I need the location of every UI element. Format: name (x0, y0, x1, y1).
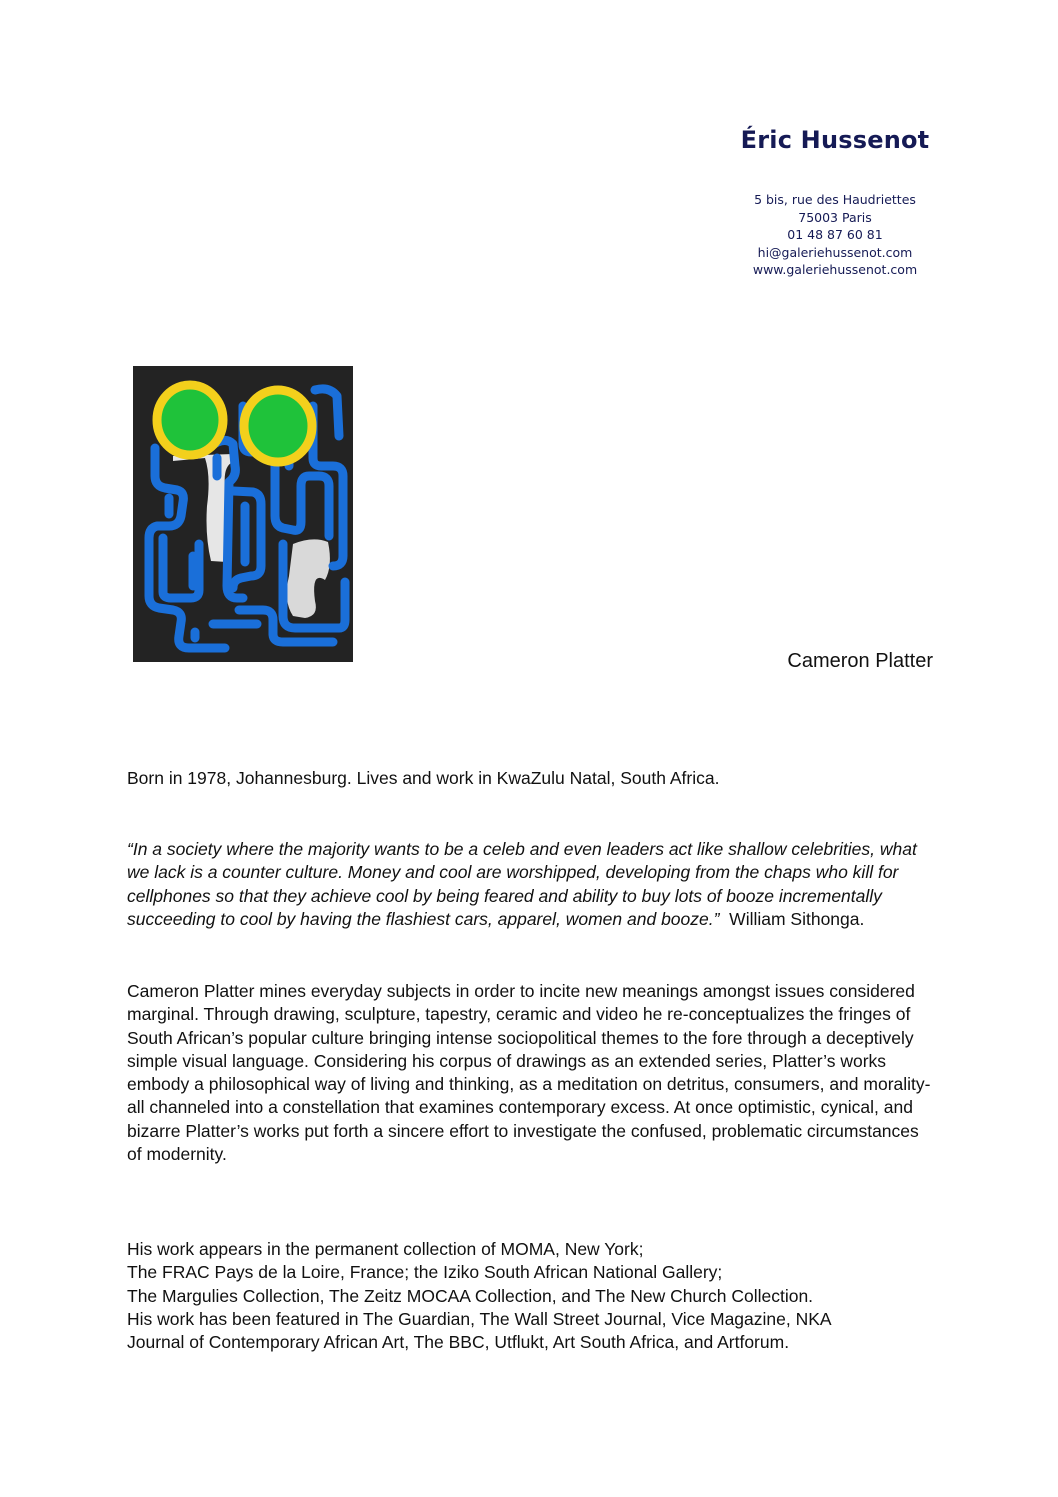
artwork-image (133, 366, 353, 662)
artist-born-text: Born in 1978, Johannesburg. Lives and work in KwaZulu Natal, South Africa. (127, 768, 720, 788)
collections-line: The FRAC Pays de la Loire, France; the Iziko South African National Gallery; (127, 1262, 723, 1283)
address-email: hi@galeriehussenot.com (757, 244, 913, 260)
gallery-address (700, 191, 970, 279)
artist-name: Cameron Platter (787, 650, 933, 672)
collections-line: His work has been featured in The Guardian, The Wall Street Journal, Vice Magazine, NKA (127, 1308, 832, 1329)
collections-line: The Margulies Collection, The Zeitz MOCAA Collection, and The New Church Collection. (127, 1285, 814, 1306)
collections-line: His work appears in the permanent collection of MOMA, New York; (127, 1239, 644, 1259)
address-street: 5 bis, rue des Haudriettes (754, 192, 916, 207)
collections-list (127, 1238, 937, 1354)
address-phone: 01 48 87 60 81 (787, 227, 883, 242)
artist-bio: Cameron Platter mines everyday subjects in order to incite new meanings amongst issues considered marginal. Through drawing, sculpture, tapestry, ceramic and video he re-conceptualizes the fringes of South African’s popular culture bringing intense sociopolitical themes to the fore through a deceptively simple visual language. Considering his corpus of drawings as an extended series, Platter’s works embody a philosophical way of living and thinking, as a meditation on detritus, consumers, and morality-all channeled into a constellation that examines contemporary excess. At once optimistic, cynical, and bizarre Platter’s works put forth a sincere effort to investigate the confused, problematic circumstances of modernity. (127, 981, 931, 1165)
address-city: 75003 Paris (798, 209, 872, 225)
artist-quote (127, 838, 937, 931)
address-website: www.galeriehussenot.com (752, 262, 918, 277)
gallery-logo: Éric Hussenot (740, 126, 930, 154)
quote-text: “In a society where the majority wants to be a celeb and even leaders act like shallow celebrities, what we lack is a counter culture. Money and cool are worshipped, developing from the chaps who kill for cellphones so that they achieve cool by being feared and ability to buy lots of booze incrementally succeeding to cool by having the flashiest cars, apparel, women and booze.” (127, 839, 917, 929)
collections-line: Journal of Contemporary African Art, The BBC, Utflukt, Art South Africa, and Artforum. (127, 1332, 790, 1353)
quote-author: William Sithonga. (729, 908, 865, 929)
